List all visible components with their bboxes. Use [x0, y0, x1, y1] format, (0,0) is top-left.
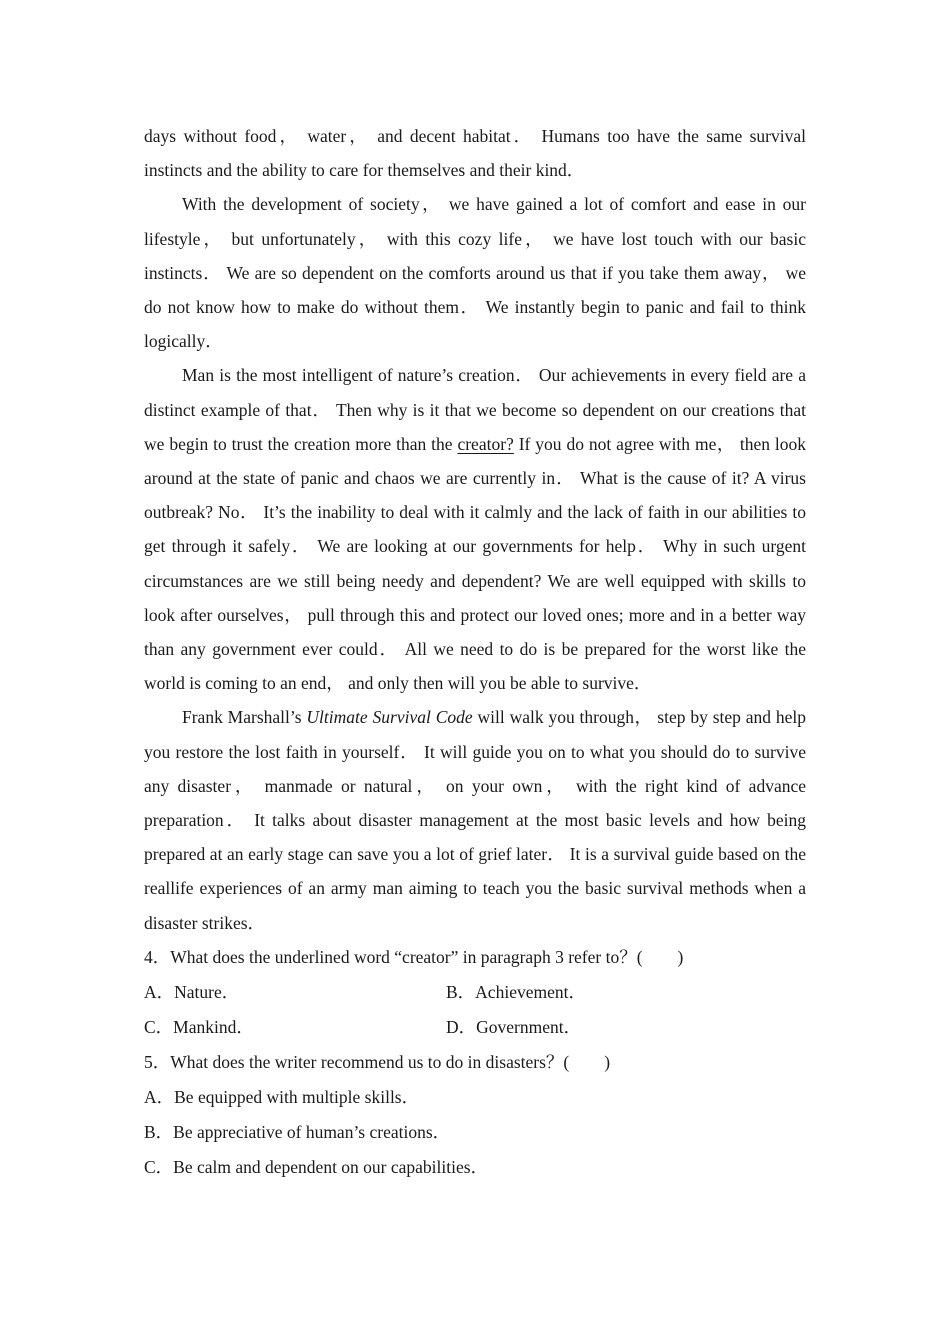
question-4-options-row-1	[144, 975, 806, 1010]
document-page	[144, 119, 806, 1185]
question-4-option-d: D．Government．	[446, 1016, 582, 1037]
question-4-option-a: A．Nature．	[144, 981, 240, 1002]
passage-paragraph-4-text-start: Frank Marshall’s	[182, 707, 307, 728]
question-5-stem: 5．What does the writer recommend us to do in disasters？( )	[144, 1051, 611, 1072]
question-4-options-row-2	[144, 1010, 806, 1045]
passage-paragraph-4-text-end: will walk you through， step by step and help you restore the lost faith in yourself． It will guide you on to what you should do to survive any disaster， manmade or natural， on your own， with the right kind of advance preparation． It talks about disaster management at the most basic levels and how being prepared at an early stage can save you a lot of grief later． It is a survival guide based on the reallife experiences of an army man aiming to teach you the basic survival methods when a disaster strikes．	[144, 707, 806, 933]
question-5-option-b: B．Be appreciative of human’s creations．	[144, 1121, 451, 1142]
book-title: Ultimate Survival Code	[306, 707, 473, 728]
passage-paragraph-1	[144, 119, 806, 187]
passage-paragraph-2-text: With the development of society， we have gained a lot of comfort and ease in our lifestyle， but unfortunately， with this cozy life， we have lost touch with our basic instincts． We are so dependent on the comforts around us that if you take them away， we do not know how to make do without them． We instantly begin to panic and fail to think logically．	[144, 194, 806, 352]
passage-paragraph-3	[144, 358, 806, 700]
question-4-stem: 4．What does the underlined word “creator” in paragraph 3 refer to？( )	[144, 946, 684, 967]
question-4-option-b: B．Achievement．	[446, 981, 586, 1002]
underlined-word-creator: creator?	[457, 433, 514, 454]
passage-paragraph-4	[144, 700, 806, 939]
question-4-option-c: C．Mankind．	[144, 1016, 254, 1037]
passage-paragraph-3-text-end: If you do not agree with me， then look around at the state of panic and chaos we are currently in． What is the cause of it? A virus outbreak? No． It’s the inability to deal with it calmly and the lack of faith in our abilities to get through it safely． We are looking at our governments for help． Why in such urgent circumstances are we still being needy and dependent? We are well equipped with skills to look after ourselves， pull through this and protect our loved ones; more and in a better way than any government ever could． All we need to do is be prepared for the worst like the world is coming to an end， and only then will you be able to survive．	[144, 433, 806, 694]
passage-paragraph-2	[144, 187, 806, 358]
question-5-option-c: C．Be calm and dependent on our capabilities．	[144, 1156, 489, 1177]
question-5-option-a: A．Be equipped with multiple skills．	[144, 1086, 420, 1107]
passage-paragraph-3-text-start: Man is the most intelligent of nature’s creation． Our achievements in every field are a distinct example of that． Then why is it that we become so dependent on our creations that we begin to trust the creation more than the	[144, 365, 806, 454]
passage-paragraph-1-text: days without food， water， and decent habitat． Humans too have the same survival instincts and the ability to care for themselves and their kind．	[144, 126, 806, 181]
